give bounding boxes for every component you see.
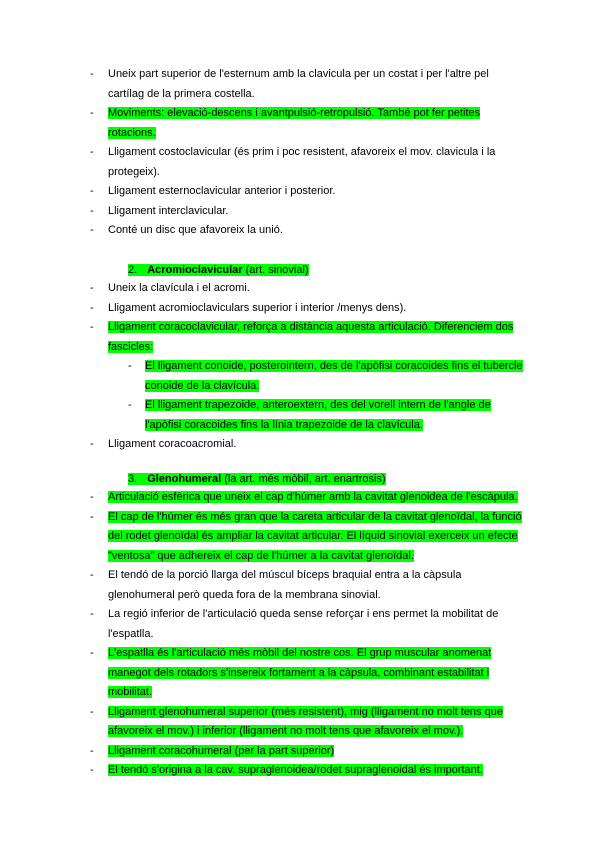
list-item-line: fascicles: bbox=[108, 340, 154, 353]
list-item-line: Uneix part superior de l'esternum amb la clavicula per un costat i per l'altre pel bbox=[108, 68, 489, 80]
bullet-dash: - bbox=[128, 399, 132, 411]
list-item-line: afavoreix el mov.) i inferior (lligament no molt tens que afavoreix el mov.). bbox=[108, 725, 464, 737]
section-3-heading bbox=[128, 473, 386, 485]
list-item-line: Lligament esternoclavicular anterior i posterior. bbox=[108, 185, 336, 197]
list-item-line: del rodet glenoïdal és ampliar la cavitat articular. El líquid sinovial exerceix un efecte bbox=[108, 530, 518, 542]
list-item-line: conoide de la clavícula. bbox=[145, 379, 260, 392]
list-item-line: El cap de l'húmer és més gran que la careta articular de la cavitat glenoïdal, la funció bbox=[108, 510, 522, 523]
list-item-line: Moviments: elevació-descens i avantpulsió-retropulsió. També pot fer petites bbox=[108, 107, 481, 119]
bullet-dash: - bbox=[90, 204, 94, 217]
list-item-line: El tendó de la porció llarga del múscul bíceps braquial entra a la càpsula bbox=[108, 569, 462, 581]
section-3-title: Glenohumeral bbox=[147, 473, 222, 485]
section-2-title: Acromioclavicular bbox=[147, 264, 243, 276]
bullet-dash: - bbox=[90, 569, 94, 581]
list-item-line: manegot dels rotadors s'insereix fortament a la càpsula, combinant estabilitat i bbox=[108, 666, 490, 679]
list-item-line: Lligament costoclavicular (és prim i poc resistent, afavoreix el mov. clavicula i la bbox=[108, 146, 496, 158]
list-item-line: l'espatlla. bbox=[108, 627, 154, 640]
list-item-line: glenohumeral però queda fora de la membrana sinovial. bbox=[108, 588, 381, 601]
bullet-dash: - bbox=[90, 282, 94, 294]
section-2-heading bbox=[128, 264, 309, 276]
bullet-dash: - bbox=[90, 301, 94, 314]
bullet-dash: - bbox=[90, 185, 94, 197]
list-item-line: Lligament interclavicular. bbox=[108, 204, 229, 217]
list-item-line: l'apòfisi coracoides fins la línia trapezoide de la clavícula. bbox=[145, 418, 423, 431]
bullet-dash: - bbox=[90, 608, 94, 620]
list-item-line: Lligament acromioclaviculars superior i interior /menys dens). bbox=[108, 301, 407, 314]
bullet-dash: - bbox=[90, 68, 94, 80]
list-item-line: rotacions. bbox=[108, 126, 156, 139]
bullet-dash: - bbox=[90, 321, 94, 333]
list-item-line: El lligament trapezoide, anteroextern, des del vorell intern de l'angle de bbox=[145, 399, 491, 411]
list-item-line: "ventosa" que adhereix el cap de l'húmer a la cavitat glenoïdal. bbox=[108, 549, 414, 562]
list-item-line: mobilitat. bbox=[108, 686, 153, 698]
bullet-dash: - bbox=[90, 510, 94, 523]
list-item-line: El tendó s'origina a la cav. supraglenoidea/rodet supraglenoidal és important. bbox=[108, 764, 483, 776]
bullet-dash: - bbox=[90, 744, 94, 757]
section-2-number: 2. bbox=[128, 264, 138, 276]
list-item-line: Articulació esfèrica que uneix el cap d'húmer amb la cavitat glenoidea de l'escàpula. bbox=[108, 491, 518, 503]
list-item-line: L'espatlla és l'articulació més mòbil del nostre cos. El grup muscular anomenat bbox=[108, 647, 492, 659]
bullet-dash: - bbox=[90, 146, 94, 158]
bullet-dash: - bbox=[90, 224, 94, 236]
list-item-line: Conté un disc que afavoreix la unió. bbox=[108, 224, 283, 236]
list-item-line: cartílag de la primera costella. bbox=[108, 87, 255, 100]
bullet-dash: - bbox=[128, 360, 132, 372]
list-item-line: Lligament glenohumeral superior (més resistent), mig (lligament no molt tens que bbox=[108, 705, 503, 718]
list-item-line: Uneix la clavícula i el acromi. bbox=[108, 282, 250, 294]
bullet-dash: - bbox=[90, 705, 94, 718]
list-item-line: Lligament coracoacromial. bbox=[108, 438, 237, 450]
section-3-subtitle: (la art. més mòbil, art. enartrosis) bbox=[221, 473, 386, 485]
bullet-dash: - bbox=[90, 647, 94, 659]
bullet-dash: - bbox=[90, 438, 94, 450]
section-2-subtitle: (art. sinovial) bbox=[242, 264, 309, 276]
bullet-dash: - bbox=[90, 764, 94, 776]
list-item-line: El lligament conoide, posterointern, des de l'apòfisi coracoides fins el tubercle bbox=[145, 360, 523, 372]
list-item-line: La regió inferior de l'articulació queda sense reforçar i ens permet la mobilitat de bbox=[108, 608, 499, 620]
bullet-dash: - bbox=[90, 491, 94, 503]
list-item-line: Lligament coracohumeral (per la part superior) bbox=[108, 744, 335, 757]
bullet-dash: - bbox=[90, 107, 94, 119]
list-item-line: protegeix). bbox=[108, 165, 160, 178]
list-item-line: Lligament coracoclavicular, reforça a distància aquesta articulació. Diferenciem dos bbox=[108, 321, 514, 333]
section-3-number: 3. bbox=[128, 473, 138, 485]
